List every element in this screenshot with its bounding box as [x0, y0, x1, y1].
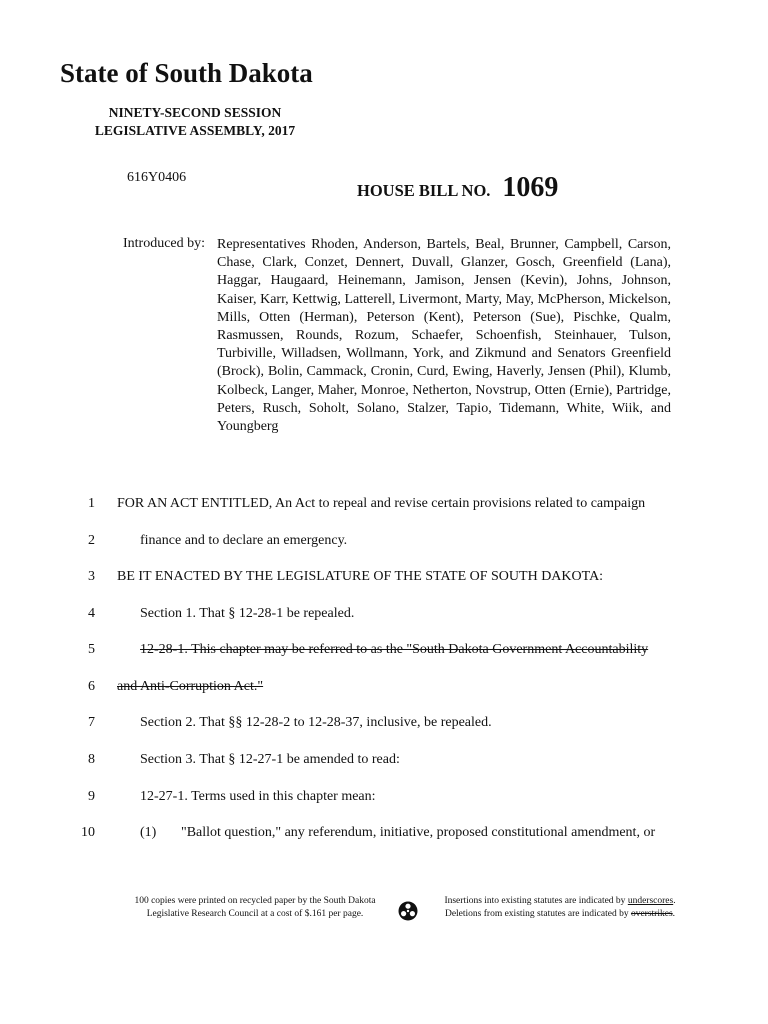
bill-label: HOUSE BILL NO. [357, 181, 491, 200]
state-title: State of South Dakota [60, 58, 313, 88]
line-number: 2 [88, 533, 95, 548]
line-number: 5 [88, 642, 95, 657]
deletions-text: Deletions from existing statutes are indicated by [444, 909, 631, 919]
deletions-legend [425, 908, 695, 921]
line-text-deleted: 12-28-1. This chapter may be referred to as the "South Dakota Government Accountability [140, 642, 649, 657]
line-number: 1 [88, 496, 95, 511]
sponsors-list: Representatives Rhoden, Anderson, Bartels, Beal, Brunner, Campbell, Carson, Chase, Clark, Conzet, Dennert, Duvall, Glanzer, Gosch, Greenfield (Lana), Haggar, Haugaard, Heinemann, Jamison, Jensen (Kevin), Johns, Johnson, Kaiser, Karr, Kettwig, Latterell, Livermont, Marty, May, McPherson, Mickelson, Mills, Otten (Herman), Peterson (Kent), Peterson (Sue), Pischke, Qualm, Rasmussen, Rounds, Rozum, Schaefer, Schoenfish, Steinhauer, Tulson, Turbiville, Willadsen, Wollmann, York, and Zikmund and Senators Greenfield (Brock), Bolin, Cammack, Cronin, Curd, Ewing, Haverly, Jensen (Phil), Klumb, Kolbeck, Langer, Maher, Monroe, Netherton, Novstrup, Otten (Ernie), Partridge, Peters, Rusch, Soholt, Solano, Stalzer, Tapio, Tidemann, White, Wiik, and Youngberg [217, 237, 671, 435]
line-text: "Ballot question," any referendum, initiative, proposed constitutional amendment, or [181, 825, 656, 840]
line-number: 9 [88, 789, 95, 804]
line-text: BE IT ENACTED BY THE LEGISLATURE OF THE STATE OF SOUTH DAKOTA: [117, 569, 604, 584]
line-number: 4 [88, 606, 95, 621]
line-text: FOR AN ACT ENTITLED, An Act to repeal and revise certain provisions related to campaign [117, 496, 646, 511]
bill-code: 616Y0406 [127, 170, 187, 185]
printing-note-line: Legislative Research Council at a cost of $.161 per page. [146, 909, 364, 919]
insertions-text: Insertions into existing statutes are indicated by [444, 896, 628, 906]
bill-number: 1069 [502, 172, 559, 203]
printing-note [113, 895, 397, 921]
session-name: NINETY-SECOND SESSION [108, 105, 282, 120]
line-number: 8 [88, 752, 95, 767]
line-text: finance and to declare an emergency. [140, 533, 348, 548]
session-heading [0, 104, 390, 140]
assembly-name: LEGISLATIVE ASSEMBLY, 2017 [94, 123, 296, 138]
line-text: Section 3. That § 12-27-1 be amended to read: [140, 752, 400, 767]
recycle-symbol-icon [397, 900, 419, 922]
introduced-by-label: Introduced by: [123, 236, 206, 251]
line-number: 7 [88, 715, 95, 730]
line-number: 10 [81, 825, 95, 840]
printing-note-line: 100 copies were printed on recycled paper by the South Dakota [134, 896, 376, 906]
line-text: 12-27-1. Terms used in this chapter mean: [140, 789, 376, 804]
insertions-period: . [673, 896, 676, 906]
insertions-legend [425, 895, 695, 908]
statute-legend [425, 895, 695, 921]
deletions-period: . [672, 909, 676, 919]
overstrikes-sample: overstrikes [630, 909, 673, 919]
underscores-sample: underscores [627, 896, 674, 906]
bill-heading [357, 172, 558, 204]
line-number: 3 [88, 569, 95, 584]
line-text: Section 1. That § 12-28-1 be repealed. [140, 606, 355, 621]
line-text: Section 2. That §§ 12-28-2 to 12-28-37, inclusive, be repealed. [140, 715, 492, 730]
line-item-marker: (1) [140, 825, 157, 840]
line-text-deleted: and Anti-Corruption Act." [117, 679, 264, 694]
line-number: 6 [88, 679, 95, 694]
